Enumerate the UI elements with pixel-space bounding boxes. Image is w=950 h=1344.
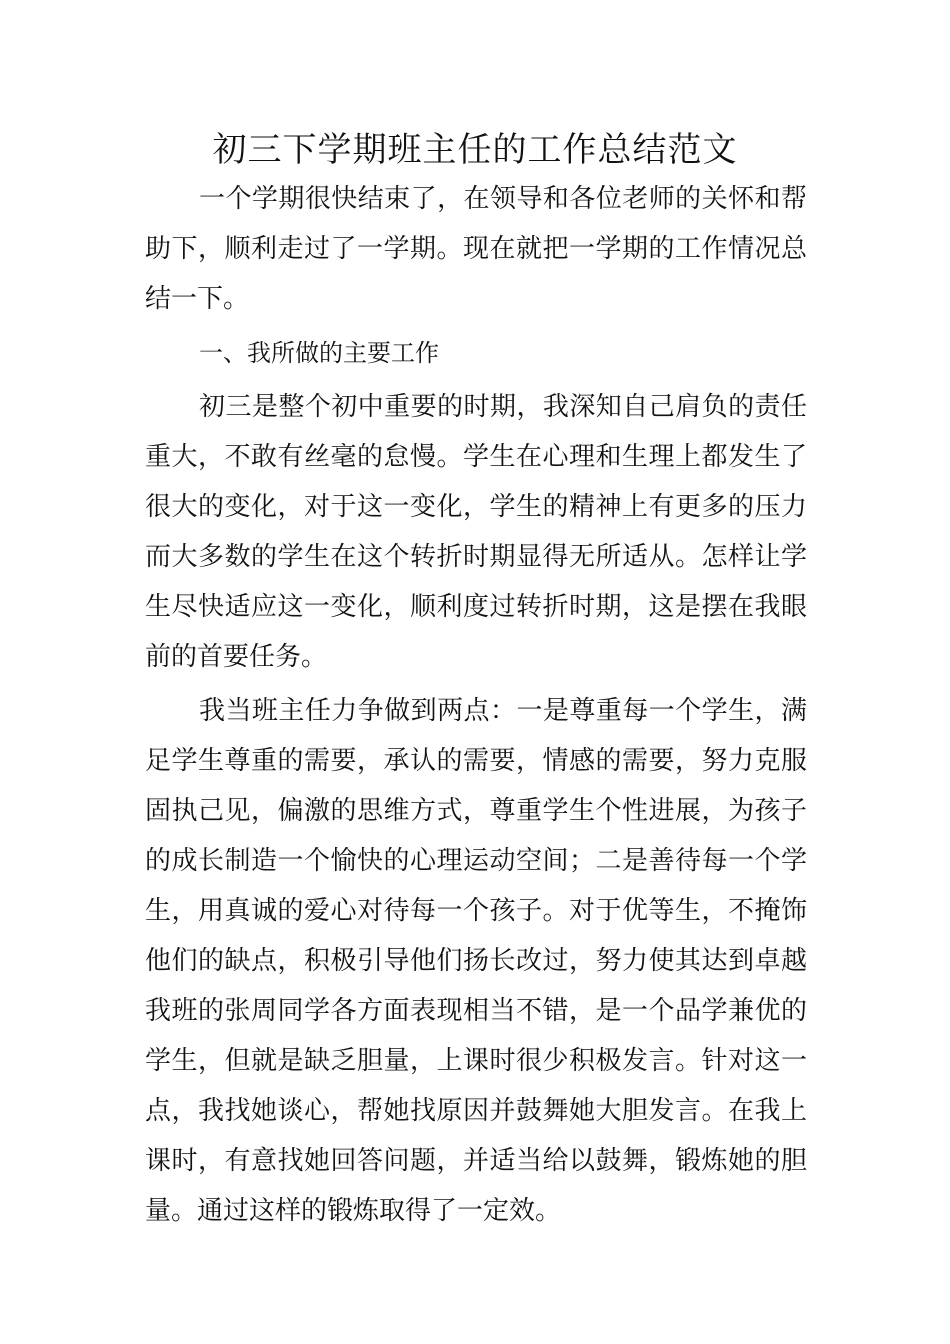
intro-paragraph: 一个学期很快结束了，在领导和各位老师的关怀和帮助下，顺利走过了一学期。现在就把一学期的工作情况总结一下。 bbox=[145, 184, 807, 314]
document-body bbox=[145, 174, 807, 1236]
body-paragraph-1: 初三是整个初中重要的时期，我深知自己肩负的责任重大，不敢有丝毫的怠慢。学生在心理和生理上都发生了很大的变化，对于这一变化，学生的精神上有更多的压力而大多数的学生在这个转折时期显得无所适从。怎样让学生尽快适应这一变化，顺利度过转折时期，这是摆在我眼前的首要任务。 bbox=[145, 392, 807, 672]
body-paragraph-2: 我当班主任力争做到两点：一是尊重每一个学生，满足学生尊重的需要，承认的需要，情感的需要，努力克服固执己见，偏激的思维方式，尊重学生个性进展，为孩子的成长制造一个愉快的心理运动空间；二是善待每一个学生，用真诚的爱心对待每一个孩子。对于优等生，不掩饰他们的缺点，积极引导他们扬长改过，努力使其达到卓越我班的张周同学各方面表现相当不错，是一个品学兼优的学生，但就是缺乏胆量，上课时很少积极发言。针对这一点，我找她谈心，帮她找原因并鼓舞她大胆发言。在我上课时，有意找她回答问题，并适当给以鼓舞，锻炼她的胆量。通过这样的锻炼取得了一定效。 bbox=[145, 696, 807, 1226]
section-heading: 一、我所做的主要工作 bbox=[199, 339, 439, 367]
document-title: 初三下学期班主任的工作总结范文 bbox=[212, 130, 738, 170]
